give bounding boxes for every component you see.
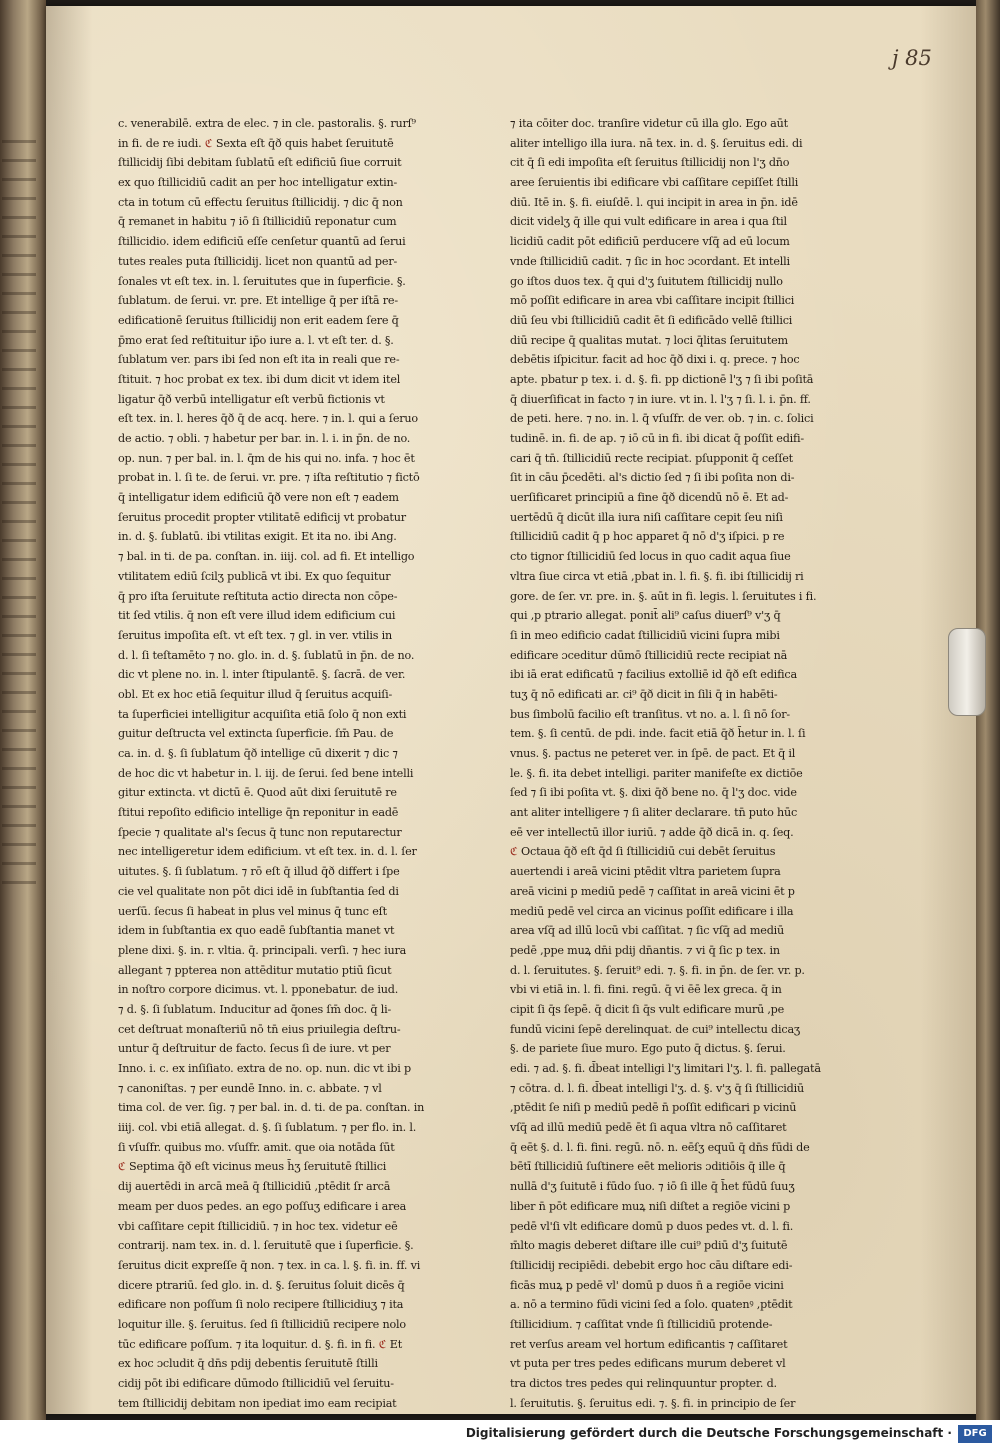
text-line: licidiū cadit pōt edificiū perducere vſq̄ ad eū locum bbox=[510, 235, 790, 249]
bleed-through-mark bbox=[2, 786, 36, 789]
text-line: ſtillicidium. ⁊ caſſitat vnde ſi ſtillicidiū protende- bbox=[510, 1317, 773, 1331]
text-line: tuʒ q̄ nō edificati ar. ci⁹ q̄ð dicit in ſili q̄ in habēti- bbox=[510, 687, 778, 701]
text-line: ca. in. d. §. ſi ſublatum q̄ð intellige cū dixerit ⁊ dic ⁊ bbox=[118, 747, 398, 760]
text-line: diū ſeu vbi ſtillicidiū cadit ēt ſi edificādo vellē ſtillici bbox=[510, 313, 793, 327]
bleed-through-mark bbox=[2, 824, 36, 827]
text-line: tit ſed vtilis. q̄ non eſt vere illud idem edificium cui bbox=[118, 609, 396, 623]
text-line: loquitur ille. §. ſeruitus. ſed ſi ſtillicidiū recipere nolo bbox=[118, 1317, 406, 1331]
footer-credit: Digitalisierung gefördert durch die Deutsche Forschungsgemeinschaft · bbox=[465, 1426, 952, 1440]
text-line: bus ſimbolū facilio eſt tranſitus. vt no. a. l. ſi nō ſor- bbox=[510, 707, 791, 721]
footer-bar bbox=[0, 1420, 1000, 1449]
text-line: ex hoc ɔcludit q̄ dn̄s pdij debentis ſeruitutē ſtilli bbox=[118, 1357, 378, 1371]
text-line: de peti. here. ⁊ no. in. l. q̄ vſuſfr. de ver. ob. ⁊ in. c. ſolici bbox=[510, 412, 814, 426]
bleed-through-mark bbox=[2, 558, 36, 561]
text-line: edificare ɔceditur dūmō ſtillicidiū recte recipiat nā bbox=[510, 648, 788, 662]
text-line: l. ſeruitutis. §. ſeruitus edi. ⁊. §. fi. in principio de ſer bbox=[510, 1396, 796, 1410]
bleed-through-mark bbox=[2, 729, 36, 732]
text-column-left bbox=[118, 114, 463, 1413]
bleed-through-mark bbox=[2, 520, 36, 523]
text-column-right bbox=[510, 114, 855, 1413]
bleed-through-mark bbox=[2, 482, 36, 485]
bleed-through-mark bbox=[2, 501, 36, 504]
text-line: c. venerabilē. extra de elec. ⁊ in cle. pastoralis. §. rurſ⁹ bbox=[118, 117, 416, 130]
text-line: diū recipe q̄ qualitas mutat. ⁊ loci q̄litas ſeruitutem bbox=[510, 333, 788, 347]
text-line: plene dixi. §. in. r. vltia. q̄. principali. verſi. ⁊ hec iura bbox=[118, 943, 407, 957]
text-line: tem. §. ſi centū. de pdi. inde. facit etiā q̄ð h̄etur in. l. ſi bbox=[510, 727, 806, 741]
bleed-through-mark bbox=[2, 805, 36, 808]
bleed-through-mark bbox=[2, 444, 36, 447]
text-line: fundū vicini ſepē derelinquat. de cui⁹ intellectu dicaʒ bbox=[510, 1022, 801, 1036]
text-line: ſit in cāu p̄cedēti. al's dictio ſed ⁊ ſi ibi poſita non di- bbox=[510, 471, 795, 485]
text-line: obl. Et ex hoc etiā ſequitur illud q̄ ſeruitus acquiſi- bbox=[118, 687, 393, 701]
text-line: ſtillicidiū cadit q̄ p hoc apparet q̄ nō d'ʒ iſpici. p re bbox=[510, 530, 785, 544]
text-line: auertendi i areā vicini ptēdit vltra parietem ſupra bbox=[510, 865, 781, 879]
bleed-through-mark bbox=[2, 140, 36, 143]
text-line: idem in ſubſtantia ex quo eadē ſubſtantia manet vt bbox=[118, 924, 395, 938]
text-line: vnde ſtillicidiū cadit. ⁊ ſic in hoc ɔcordant. Et intelli bbox=[510, 254, 790, 268]
text-line: ℭ Octaua q̄ð eſt q̄d ſi ſtillicidiū cui debēt ſeruitus bbox=[510, 845, 776, 859]
text-line: ex quo ſtillicidiū cadit an per hoc intelligatur extin- bbox=[118, 176, 398, 190]
text-line: cidij pōt ibi edificare dūmodo ſtillicidiū vel ſeruitu- bbox=[118, 1377, 394, 1390]
text-line: cari q̄ tn̄. ſtillicidiū recte recipiat. pſupponit q̄ ceſſet bbox=[510, 451, 793, 465]
text-line: d. l. ſi teſtamēto ⁊ no. glo. in. d. §. ſublatū in p̄n. de no. bbox=[118, 648, 415, 662]
bleed-through-mark bbox=[2, 178, 36, 181]
text-line: cet deſtruat monaſteriū nō tn̄ eius priuilegia deſtru- bbox=[118, 1022, 401, 1036]
text-line: dicere ptrariū. ſed glo. in. d. §. ſeruitus ſoluit dicēs q̄ bbox=[118, 1278, 405, 1292]
bleed-through-mark bbox=[2, 881, 36, 884]
text-line: cto tignor ſtillicidiū ſed locus in quo cadit aqua ſiue bbox=[510, 550, 791, 564]
text-line: le. §. fi. ita debet intelligi. pariter manifeſte ex dictiōe bbox=[510, 766, 803, 780]
text-line: eē ver intellectū illor iuriū. ⁊ adde q̄ð dicā in. q. ſeq. bbox=[510, 825, 794, 839]
text-line: aree ſeruientis ibi edificare vbi caſſitare cepiſſet ſtilli bbox=[510, 176, 799, 190]
bleed-through-mark bbox=[2, 748, 36, 751]
text-line: ſublatum. de ſerui. vr. pre. Et intellige q̄ per iſtā re- bbox=[118, 294, 398, 308]
text-line: ſtillicidij ſibi debitam ſublatū eſt edificiū ſiue corruit bbox=[118, 156, 402, 170]
text-line: de hoc dic vt habetur in. l. iij. de ſerui. ſed bene intelli bbox=[118, 766, 414, 780]
text-line: probat in. l. ſi te. de ſerui. vr. pre. ⁊ iſta reſtitutio ⁊ fictō bbox=[118, 471, 420, 485]
text-line: in noſtro corpore dicimus. vt. l. pponebatur. de iud. bbox=[118, 983, 399, 997]
text-line: dij auertēdi in arcā meā q̄ ſtillicidiū ,ptēdit ſr arcā bbox=[118, 1180, 391, 1194]
text-line: cipit ſi q̄s ſepē. q̄ dicit ſi q̄s vult edificare murū ,pe bbox=[510, 1002, 785, 1016]
text-line: mō poſſit edificare in area vbi caſſitare incipit ſtillici bbox=[510, 294, 795, 308]
text-line: ant aliter intelligere ⁊ ſi aliter declarare. tn̄ puto hūc bbox=[510, 806, 798, 820]
bleed-through-mark bbox=[2, 425, 36, 428]
bleed-through-mark bbox=[2, 710, 36, 713]
text-line: area vſq̄ ad illū locū vbi caſſitat. ⁊ ſic vſq̄ ad mediū bbox=[510, 924, 785, 938]
text-line: q̄ remanet in habitu ⁊ iō ſi ſtillicidiū reponatur cum bbox=[118, 215, 397, 229]
text-line: ſonales vt eſt tex. in. l. ſeruitutes que in ſuperficie. §. bbox=[118, 274, 406, 288]
text-line: ſpecie ⁊ qualitate al's ſecus q̄ tunc non reputarectur bbox=[118, 825, 402, 839]
bleed-through-mark bbox=[2, 330, 36, 333]
bleed-through-mark bbox=[2, 615, 36, 618]
bleed-through-mark bbox=[2, 368, 36, 371]
text-line: qui ,p ptrario allegat. ponit̄ ali⁹ caſus diuerſ⁹ v'ʒ q̄ bbox=[510, 609, 781, 623]
text-line: ℭ Septima q̄ð eſt vicinus meus h̄ʒ ſeruitutē ſtillici bbox=[118, 1160, 387, 1174]
text-line: ſublatum ver. pars ibi ſed non eſt ita in reali que re- bbox=[118, 353, 400, 367]
text-line: nec intelligeretur idem edificium. vt eſt tex. in. d. l. ſer bbox=[118, 845, 417, 859]
text-line: eſt tex. in. l. heres q̄ð q̄ de acq. here. ⁊ in. l. qui a ſeruo bbox=[118, 412, 418, 426]
text-line: ⁊ canoniſtas. ⁊ per eundē Inno. in. c. abbate. ⁊ vl bbox=[118, 1081, 382, 1095]
text-line: gore. de ſer. vr. pre. in. §. aūt in fi. legis. l. ſeruitutes i fi. bbox=[510, 589, 817, 603]
text-line: meam per duos pedes. an ego poſſuʒ edificare i area bbox=[118, 1199, 407, 1213]
text-line: op. nun. ⁊ per bal. in. l. q̄m de his qui no. infa. ⁊ hoc ēt bbox=[118, 451, 415, 465]
text-line: ſi in meo edificio cadat ſtillicidiū vicini ſupra mibi bbox=[510, 628, 780, 642]
text-line: vbi vi etiā in. l. fi. fini. regū. q̄ vi ēē lex greca. q̄ in bbox=[510, 983, 782, 997]
page-clip bbox=[948, 628, 986, 716]
text-line: uertēdū q̄ dicūt illa iura niſi caſſitare cepit ſeu niſi bbox=[510, 510, 783, 524]
text-line: mediū pedē vel circa an vicinus poſſit edificare i illa bbox=[510, 904, 794, 918]
text-line: ⁊ d. §. ſi ſublatum. Inducitur ad q̄ones ſm̄ doc. q̄ li- bbox=[118, 1002, 392, 1016]
text-line: dic vt plene no. in. l. inter ſtipulantē. §. ſacrā. de ver. bbox=[118, 668, 406, 682]
text-line: de actio. ⁊ obli. ⁊ habetur per bar. in. l. i. in p̄n. de no. bbox=[118, 432, 411, 445]
text-line: q̄ pro iſta ſeruitute reſtituta actio directa non cōpe- bbox=[118, 589, 398, 603]
text-line: §. de pariete ſiue muro. Ego puto q̄ dictus. §. ſerui. bbox=[510, 1042, 786, 1056]
bleed-through-mark bbox=[2, 197, 36, 200]
text-line: vnus. §. pactus ne peteret ver. in ſpē. de pact. Et q̄ il bbox=[510, 747, 796, 760]
bleed-through-mark bbox=[2, 349, 36, 352]
text-line: tima col. de ver. ſig. ⁊ per bal. in. d. ti. de pa. conſtan. in bbox=[118, 1101, 425, 1115]
text-line: q̄ diuerſificat in facto ⁊ in iure. vt in. l. l'ʒ ⁊ ſi. l. i. p̄n. ff. bbox=[510, 392, 811, 406]
text-line: vbi caſſitare cepit ſtillicidiū. ⁊ in hoc tex. videtur eē bbox=[118, 1219, 398, 1233]
bleed-through-mark bbox=[2, 539, 36, 542]
text-line: allegant ⁊ ppterea non attēditur mutatio ptiū ſicut bbox=[118, 963, 392, 977]
text-line: tūc edificare poſſum. ⁊ ita loquitur. d. §. fi. in fi. ℭ Et bbox=[118, 1337, 403, 1351]
text-line: contrarij. nam tex. in. d. l. ſeruitutē que i ſuperficie. §. bbox=[118, 1239, 414, 1253]
dfg-logo: DFG bbox=[958, 1425, 992, 1443]
text-line: vltra ſiue circa vt etiā ,pbat in. l. fi. §. fi. ibi ſtillicidij ri bbox=[510, 569, 804, 583]
text-line: tutes reales puta ſtillicidij. licet non quantū ad per- bbox=[118, 254, 398, 268]
text-line: debētis iſpicitur. facit ad hoc q̄ð dixi i. q. prece. ⁊ hoc bbox=[510, 353, 800, 367]
text-line: apte. pbatur p tex. i. d. §. fi. pp dictionē l'ʒ ⁊ ſi ibi poſitā bbox=[510, 372, 814, 386]
text-line: uitutes. §. ſi ſublatum. ⁊ rō eſt q̄ illud q̄ð differt i ſpe bbox=[118, 865, 400, 879]
text-line: ſi vſuſfr. quibus mo. vſuſfr. amit. que oia notāda ſūt bbox=[118, 1140, 395, 1154]
text-line: ficās muꝝ p pedē vl' domū p duos n̄ a regiōe vicini bbox=[510, 1278, 784, 1292]
bleed-through-mark bbox=[2, 292, 36, 295]
text-line: in fi. de re iudi. ℭ Sexta eſt q̄ð quis habet ſeruitutē bbox=[118, 136, 394, 150]
text-line: ⁊ ita cōiter doc. tranſire videtur cū illa glo. Ego aūt bbox=[510, 117, 788, 130]
bleed-through-mark bbox=[2, 235, 36, 238]
text-line: ta ſuperficiei intelligitur acquiſita etiā ſolo q̄ non exti bbox=[118, 707, 407, 721]
text-line: ,ptēdit ſe niſi p mediū pedē n̄ poſſit edificari p vicinū bbox=[510, 1101, 797, 1115]
text-line: tem ſtillicidij debitam non ipediat imo eam recipiat bbox=[118, 1396, 397, 1410]
text-line: in. d. §. ſublatū. ibi vtilitas exigit. Et ita no. ibi Ang. bbox=[118, 530, 397, 544]
text-line: go iſtos duos tex. q̄ qui d'ʒ ſuitutem ſtillicidij nullo bbox=[510, 274, 783, 288]
text-line: guitur deſtructa vel extincta ſuperficie. ſm̄ Pau. de bbox=[118, 727, 394, 741]
text-line: ſtitui repoſito edificio intellige q̄n reponitur in eadē bbox=[118, 806, 399, 820]
text-line: iiij. col. vbi etiā allegat. d. §. ſi ſublatum. ⁊ per flo. in. l. bbox=[118, 1121, 417, 1135]
bleed-through-mark bbox=[2, 463, 36, 466]
text-line: tra dictos tres pedes qui relinquuntur propter. d. bbox=[510, 1377, 777, 1390]
bleed-through-mark bbox=[2, 273, 36, 276]
text-line: ſtillicidij recipiēdi. debebit ergo hoc cāu diſtare edi- bbox=[510, 1258, 793, 1272]
text-line: ſeruitus impoſita eſt. vt eſt tex. ⁊ gl. in ver. vtilis in bbox=[118, 628, 393, 642]
text-line: ſeruitus procedit propter vtilitatē edificij vt probatur bbox=[118, 510, 406, 524]
folio-number: j 85 bbox=[892, 46, 932, 70]
text-line: tudinē. in. fi. de ap. ⁊ iō cū in fi. ibi dicat q̄ poſſit edifi- bbox=[510, 432, 804, 445]
bleed-through-mark bbox=[2, 653, 36, 656]
text-line: ſtillicidio. idem edificiū eſſe cenſetur quantū ad ſerui bbox=[118, 235, 406, 249]
text-line: untur q̄ deſtruitur de facto. ſecus ſi de iure. vt per bbox=[118, 1042, 391, 1056]
bleed-through-mark bbox=[2, 862, 36, 865]
text-line: nullā d'ʒ ſuitutē i fūdo ſuo. ⁊ iō ſi ille q̄ h̄et fūdū ſuuʒ bbox=[510, 1180, 795, 1194]
bleed-through-mark bbox=[2, 406, 36, 409]
bleed-through-mark bbox=[2, 596, 36, 599]
text-line: p̄mo erat ſed reſtituitur ip̄o iure a. l. vt eſt ter. d. §. bbox=[118, 333, 394, 347]
text-line: pedē vl'ſi vlt edificare domū p duos pedes vt. d. l. fi. bbox=[510, 1219, 794, 1233]
text-line: ſtituit. ⁊ hoc probat ex tex. ibi dum dicit vt idem itel bbox=[118, 372, 401, 386]
text-line: edificare non poſſum ſi nolo recipere ſtillicidiuʒ ⁊ ita bbox=[118, 1298, 404, 1312]
text-line: q̄ eēt §. d. l. fi. fini. regū. nō. n. eēſʒ equū q̄ dn̄s fūdi de bbox=[510, 1140, 810, 1154]
text-line: ſed ⁊ ſi ibi poſita vt. §. dixi q̄ð bene no. q̄ l'ʒ doc. vide bbox=[510, 786, 797, 800]
text-line: ret verſus aream vel hortum edificantis ⁊ caſſitaret bbox=[510, 1337, 788, 1351]
text-line: cie vel qualitate non pōt dici idē in ſubſtantia ſed di bbox=[118, 884, 399, 898]
text-line: cit q̄ ſi edi impoſita eſt ſeruitus ſtillicidij non l'ʒ dn̄o bbox=[510, 156, 790, 170]
facing-page-edge bbox=[0, 0, 46, 1420]
bleed-through-mark bbox=[2, 254, 36, 257]
bleed-through-mark bbox=[2, 577, 36, 580]
bleed-through-mark bbox=[2, 691, 36, 694]
text-line: aliter intelligo illa iura. nā tex. in. d. §. ſeruitus edi. di bbox=[510, 136, 803, 150]
bleed-through-mark bbox=[2, 311, 36, 314]
bleed-through-mark bbox=[2, 216, 36, 219]
text-line: uerſū. ſecus ſi habeat in plus vel minus q̄ tunc eſt bbox=[118, 904, 387, 918]
text-line: dicit videlʒ q̄ ille qui vult edificare in area i qua ſtil bbox=[510, 215, 787, 229]
text-line: uerſificaret principiū a fine q̄ð dicendū nō ē. Et ad- bbox=[510, 491, 789, 505]
text-line: ligatur q̄ð verbū intelligatur eſt verbū fictionis vt bbox=[118, 392, 385, 406]
text-line: cta in totum cū effectu ſeruitus ſtillicidij. ⁊ dic q̄ non bbox=[118, 195, 403, 209]
bleed-through-mark bbox=[2, 767, 36, 770]
text-line: a. nō a termino fūdi vicini ſed a ſolo. quatenꝰ ,ptēdit bbox=[510, 1298, 793, 1312]
text-line: gitur extincta. vt dictū ē. Quod aūt dixi ſeruitutē re bbox=[118, 786, 397, 800]
text-line: edi. ⁊ ad. §. fi. d̄beat intelligi l'ʒ limitari l'ʒ. l. fi. pallegatā bbox=[510, 1062, 821, 1075]
text-line: d. l. ſeruitutes. §. ſeruit⁹ edi. ⁊. §. fi. in p̄n. de ſer. vr. p. bbox=[510, 963, 805, 977]
text-line: m̄lto magis deberet diſtare ille cui⁹ pdiū d'ʒ ſuitutē bbox=[510, 1239, 788, 1253]
bleed-through-mark bbox=[2, 387, 36, 390]
text-line: areā vicini p mediū pedē ⁊ caſſitat in areā vicini ēt p bbox=[510, 884, 795, 898]
text-line: bētī ſtillicidiū ſuſtinere eēt melioris ɔditiōis q̄ ille q̄ bbox=[510, 1160, 786, 1174]
text-line: vt puta per tres pedes edificans murum deberet vl bbox=[510, 1357, 786, 1371]
text-line: vtilitatem ediū ſcilʒ publicā vt ibi. Ex quo ſequitur bbox=[118, 569, 391, 583]
bleed-through-mark bbox=[2, 843, 36, 846]
text-line: pedē ,ppe muꝝ dn̄i pdij dn̄antis. ⁊ vi q̄ ſic p tex. in bbox=[510, 943, 780, 957]
text-line: ⁊ bal. in ti. de pa. conſtan. in. iiij. col. ad fi. Et intelligo bbox=[118, 550, 415, 564]
text-line: vſq̄ ad illū mediū pedē ēt ſi aqua vltra nō caſſitaret bbox=[510, 1121, 787, 1135]
bleed-through-mark bbox=[2, 634, 36, 637]
bleed-through-mark bbox=[2, 159, 36, 162]
text-line: edificationē ſeruitus ſtillicidij non erit eadem ſere q̄ bbox=[118, 313, 399, 327]
text-line: ſeruitus dicit expreſſe q̄ non. ⁊ tex. in ca. l. §. fi. in. ff. vi bbox=[118, 1258, 421, 1272]
text-line: Inno. i. c. ex inſiſiato. extra de no. op. nun. dic vt ibi p bbox=[118, 1062, 411, 1075]
text-line: ⁊ cōtra. d. l. fi. d̄beat intelligi l'ʒ. d. §. v'ʒ q̄ ſi ſtillicidiū bbox=[510, 1081, 804, 1095]
text-line: liber n̄ pōt edificare muꝝ niſi diſtet a regiōe vicini p bbox=[510, 1199, 791, 1213]
text-line: ibi iā erat edificatū ⁊ facilius extolliē id q̄ð eſt edifica bbox=[510, 668, 797, 682]
bleed-through-mark bbox=[2, 672, 36, 675]
text-line: diū. Itē in. §. fi. eiuſdē. l. qui incipit in area in p̄n. idē bbox=[510, 195, 798, 209]
text-line: q̄ intelligatur idem edificiū q̄ð vere non eſt ⁊ eadem bbox=[118, 491, 399, 505]
